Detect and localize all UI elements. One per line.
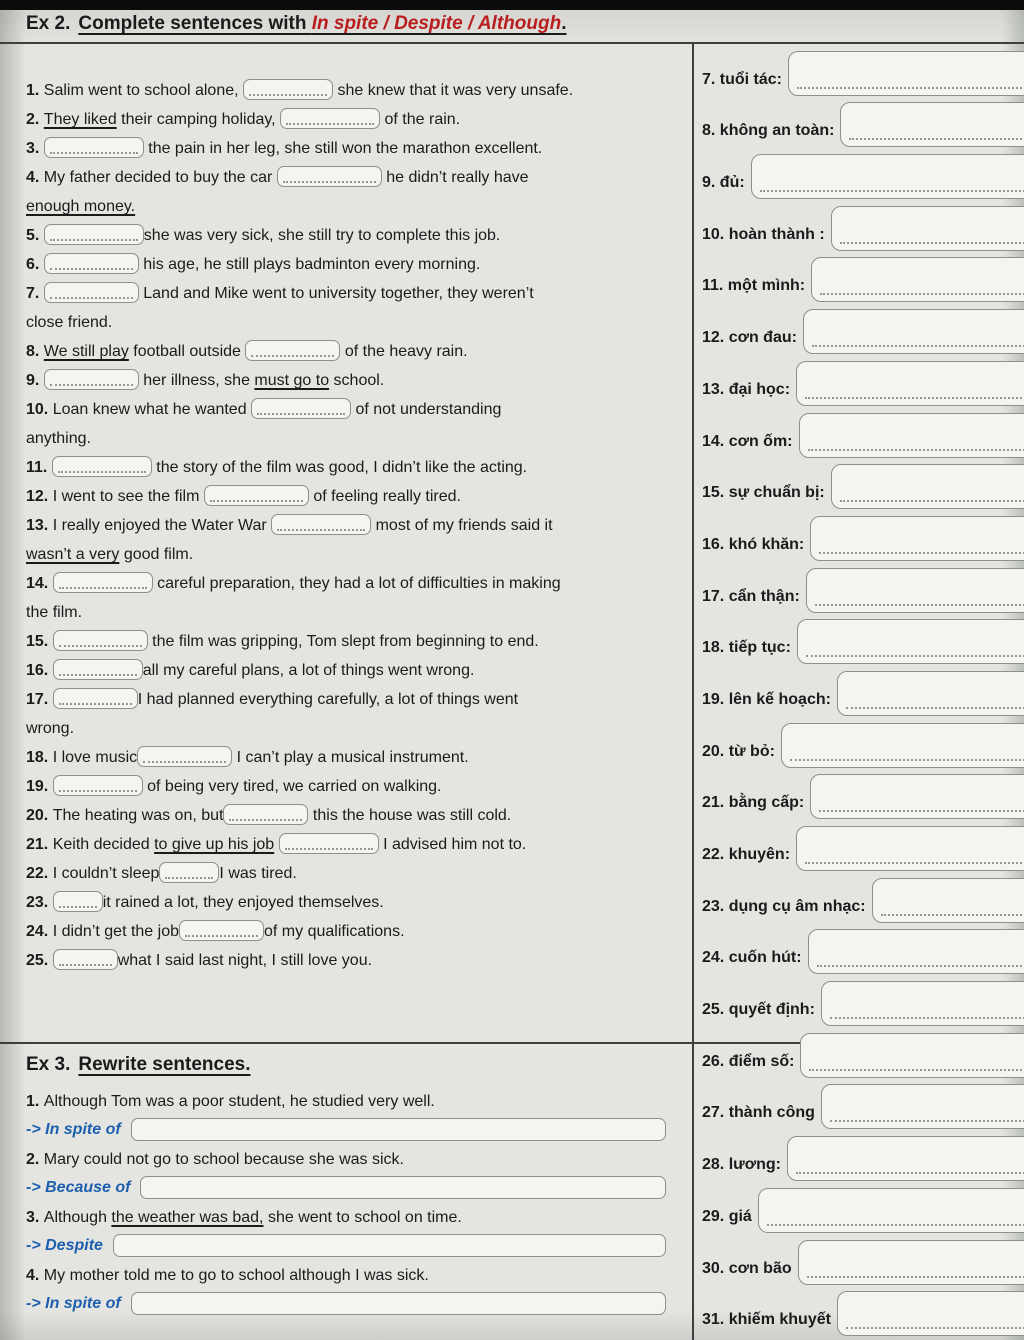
rewrite-answer-blank[interactable] xyxy=(113,1234,666,1257)
ex2-sentence xyxy=(26,772,682,801)
ex2-title-connectors: In spite / Despite / Although xyxy=(311,13,562,34)
vocab-label: 22. khuyên: xyxy=(702,846,791,863)
vocab-answer-blank[interactable] xyxy=(872,878,1024,923)
ex2-sentence xyxy=(26,366,682,395)
vocab-item xyxy=(702,664,1024,716)
vocab-answer-blank[interactable] xyxy=(799,413,1024,458)
sentence-text: the story of the film was good, I didn’t like the acting. xyxy=(151,459,528,476)
vocab-answer-blank[interactable] xyxy=(798,1240,1024,1285)
sentence-text: most of my friends said it xyxy=(371,517,553,534)
vocab-answer-blank[interactable] xyxy=(808,929,1024,974)
vocab-item xyxy=(702,509,1024,561)
vocab-label: 19. lên kế hoạch: xyxy=(702,690,831,708)
ex2-sentence xyxy=(26,395,682,453)
item-number: 22. xyxy=(26,865,53,882)
sentence-text: I can’t play a musical instrument. xyxy=(232,749,469,766)
vocab-list xyxy=(702,44,1024,1340)
vocab-label: 7. tuổi tác: xyxy=(702,70,783,88)
sentence-text: to give up his job xyxy=(154,836,275,853)
ex2-sentence xyxy=(26,569,682,627)
sentence-text: of my qualifications. xyxy=(264,923,405,940)
item-number: 1. xyxy=(26,82,44,99)
fill-in-blank[interactable] xyxy=(137,746,232,767)
item-number: 6. xyxy=(26,256,44,273)
item-number: 13. xyxy=(26,517,53,534)
vocab-item xyxy=(702,1129,1024,1181)
sentence-text: all my careful plans, a lot of things went wrong. xyxy=(142,662,475,679)
sentence-text: I was tired. xyxy=(219,865,297,882)
vocab-item xyxy=(702,871,1024,923)
sentence-text: the pain in her leg, she still won the marathon excellent. xyxy=(143,140,543,157)
ex3-list xyxy=(26,1088,682,1317)
vocab-answer-blank[interactable] xyxy=(751,154,1024,199)
sentence-text: it rained a lot, they enjoyed themselves. xyxy=(102,894,384,911)
vocab-label: 12. cơn đau: xyxy=(702,329,797,347)
fill-in-blank[interactable] xyxy=(243,79,333,100)
vocab-answer-blank[interactable] xyxy=(840,102,1024,147)
sentence-text: Loan knew what he wanted xyxy=(52,401,252,418)
sentence-text: I really enjoyed the Water War xyxy=(52,517,272,534)
vocab-item xyxy=(702,613,1024,665)
item-number: 3. xyxy=(26,1209,44,1226)
ex2-sentence xyxy=(26,917,682,946)
vocab-answer-blank[interactable] xyxy=(831,464,1024,509)
vocab-label: 8. không an toàn: xyxy=(702,122,835,140)
sentence-text: good film. xyxy=(119,546,194,563)
sentence-text: Land and Mike went to university together, they weren’t xyxy=(138,285,534,302)
vocab-answer-blank[interactable] xyxy=(800,1033,1024,1078)
ex2-title-text: Complete sentences with xyxy=(78,13,312,34)
fill-in-blank[interactable] xyxy=(44,253,139,274)
sentence-text: this the house was still cold. xyxy=(308,807,512,824)
vocab-item xyxy=(702,458,1024,510)
vocab-answer-blank[interactable] xyxy=(837,1291,1024,1336)
vocab-answer-blank[interactable] xyxy=(758,1188,1024,1233)
rewrite-answer-blank[interactable] xyxy=(131,1118,666,1141)
ex2-sentence xyxy=(26,801,682,830)
sentence-text: of the heavy rain. xyxy=(340,343,468,360)
vocab-item xyxy=(702,923,1024,975)
vocab-answer-blank[interactable] xyxy=(821,981,1024,1026)
item-number: 25. xyxy=(26,952,53,969)
vocab-label: 9. đủ: xyxy=(702,174,745,192)
item-number: 16. xyxy=(26,662,53,679)
ex2-sentence xyxy=(26,685,682,743)
item-number: 23. xyxy=(26,894,53,911)
ex2-sentence xyxy=(26,279,682,337)
item-number: 18. xyxy=(26,749,53,766)
item-number: 11. xyxy=(26,459,52,476)
vocab-label: 23. dụng cụ âm nhạc: xyxy=(702,897,866,915)
vocab-item xyxy=(702,147,1024,199)
vocab-label: 30. cơn bão xyxy=(702,1259,792,1277)
sentence-text: Although Tom was a poor student, he studied very well. xyxy=(43,1093,435,1110)
vocab-item xyxy=(702,1078,1024,1130)
sentence-text: the film was gripping, Tom slept from beginning to end. xyxy=(147,633,539,650)
ex2-sentence xyxy=(26,888,682,917)
fill-in-blank[interactable] xyxy=(204,485,309,506)
sentence-text: I went to see the film xyxy=(52,488,204,505)
vocab-label: 25. quyết định: xyxy=(702,1001,815,1019)
fill-in-blank[interactable] xyxy=(280,108,380,129)
vocab-item xyxy=(702,1233,1024,1285)
item-number: 8. xyxy=(26,343,44,360)
fill-in-blank[interactable] xyxy=(52,456,152,477)
rewrite-answer-blank[interactable] xyxy=(140,1176,666,1199)
vocab-label: 20. từ bỏ: xyxy=(702,742,775,760)
vocab-answer-blank[interactable] xyxy=(788,51,1024,96)
fill-in-blank[interactable] xyxy=(44,369,139,390)
fill-in-blank[interactable] xyxy=(53,688,138,709)
sentence-text: what I said last night, I still love you. xyxy=(117,952,373,969)
fill-in-blank[interactable] xyxy=(53,572,153,593)
rewrite-row xyxy=(26,1290,682,1317)
vocab-item xyxy=(702,96,1024,148)
ex3-item xyxy=(26,1088,682,1143)
fill-in-blank[interactable] xyxy=(53,949,118,970)
vocab-item xyxy=(702,251,1024,303)
rewrite-row xyxy=(26,1232,682,1259)
sentence-text: of feeling really tired. xyxy=(308,488,461,505)
sentence-text: her illness, she xyxy=(138,372,255,389)
vocab-answer-blank[interactable] xyxy=(803,309,1024,354)
item-number: 20. xyxy=(26,807,53,824)
sentence-text: I advised him not to. xyxy=(378,836,527,853)
vocab-answer-blank[interactable] xyxy=(811,257,1024,302)
vocab-answer-blank[interactable] xyxy=(796,361,1024,406)
item-number: 9. xyxy=(26,372,44,389)
sentence-text: of not understanding xyxy=(351,401,502,418)
sentence-text: their camping holiday, xyxy=(116,111,281,128)
vocab-answer-blank[interactable] xyxy=(810,516,1024,561)
fill-in-blank[interactable] xyxy=(245,340,340,361)
vocab-label: 14. cơn ốm: xyxy=(702,432,793,450)
vocab-label: 17. cẩn thận: xyxy=(702,587,800,605)
ex2-sentence xyxy=(26,337,682,366)
sentence-text: anything. xyxy=(26,430,91,447)
sentence-text: They liked xyxy=(43,111,117,128)
vocab-answer-blank[interactable] xyxy=(787,1136,1024,1181)
sentence-text: of the rain. xyxy=(380,111,461,128)
rewrite-prompt: -> In spite of xyxy=(26,1120,121,1138)
sentence-text xyxy=(274,836,278,853)
rewrite-prompt: -> Despite xyxy=(26,1236,103,1254)
ex2-sentence xyxy=(26,221,682,250)
vocab-answer-blank[interactable] xyxy=(797,619,1024,664)
item-number: 2. xyxy=(26,111,44,128)
vocab-item xyxy=(702,716,1024,768)
item-number: 2. xyxy=(26,1151,44,1168)
ex2-sentence xyxy=(26,76,682,105)
rewrite-prompt: -> Because of xyxy=(26,1178,131,1196)
ex2-sentence xyxy=(26,453,682,482)
ex3-sentence xyxy=(26,1262,682,1290)
vocab-item xyxy=(702,768,1024,820)
fill-in-blank[interactable] xyxy=(44,224,144,245)
fill-in-blank[interactable] xyxy=(251,398,351,419)
vocab-label: 11. một mình: xyxy=(702,277,806,295)
vocab-label: 13. đại học: xyxy=(702,380,791,398)
ex2-sentence xyxy=(26,134,682,163)
sentence-text: Salim went to school alone, xyxy=(43,82,244,99)
vocab-label: 27. thành công xyxy=(702,1104,815,1122)
fill-in-blank[interactable] xyxy=(271,514,371,535)
vocab-item xyxy=(702,1026,1024,1078)
ex2-sentence-list xyxy=(26,76,682,975)
ex3-item xyxy=(26,1204,682,1259)
ex3-section xyxy=(26,1054,682,1320)
vocab-answer-blank[interactable] xyxy=(810,774,1024,819)
vocab-answer-blank[interactable] xyxy=(831,206,1024,251)
ex2-sentence xyxy=(26,743,682,772)
item-number: 14. xyxy=(26,575,53,592)
sentence-text: My father decided to buy the car xyxy=(43,169,277,186)
ex2-header xyxy=(26,13,566,35)
sentence-text: enough money. xyxy=(26,198,136,215)
sentence-text: close friend. xyxy=(26,314,113,331)
fill-in-blank[interactable] xyxy=(44,137,144,158)
sentence-text: wasn’t a very xyxy=(26,546,120,563)
item-number: 12. xyxy=(26,488,53,505)
ex3-sentence xyxy=(26,1146,682,1174)
ex2-sentence xyxy=(26,511,682,569)
item-number: 4. xyxy=(26,1267,44,1284)
sentence-text: the film. xyxy=(26,604,83,621)
item-number: 1. xyxy=(26,1093,44,1110)
vocab-item xyxy=(702,561,1024,613)
sentence-text: Although xyxy=(43,1209,112,1226)
item-number: 7. xyxy=(26,285,44,302)
vocab-item xyxy=(702,1181,1024,1233)
vocab-answer-blank[interactable] xyxy=(796,826,1024,871)
ex3-sentence xyxy=(26,1204,682,1232)
sentence-text: she knew that it was very unsafe. xyxy=(333,82,574,99)
ex3-label: Ex 3. xyxy=(26,1054,71,1075)
fill-in-blank[interactable] xyxy=(223,804,308,825)
vocab-answer-blank[interactable] xyxy=(781,723,1024,768)
ex2-title-period: . xyxy=(561,13,567,34)
item-number: 24. xyxy=(26,923,53,940)
vocab-item xyxy=(702,1285,1024,1337)
fill-in-blank[interactable] xyxy=(279,833,379,854)
sentence-text: the weather was bad, xyxy=(111,1209,264,1226)
ex2-sentence xyxy=(26,656,682,685)
fill-in-blank[interactable] xyxy=(53,659,143,680)
item-number: 4. xyxy=(26,169,44,186)
ex2-sentence xyxy=(26,946,682,975)
fill-in-blank[interactable] xyxy=(53,630,148,651)
sentence-text: Mary could not go to school because she was sick. xyxy=(43,1151,404,1168)
item-number: 3. xyxy=(26,140,44,157)
vocab-label: 29. giá xyxy=(702,1207,752,1225)
vocab-item xyxy=(702,974,1024,1026)
vocab-answer-blank[interactable] xyxy=(821,1084,1024,1129)
vocab-answer-blank[interactable] xyxy=(837,671,1024,716)
ex2-label: Ex 2. xyxy=(26,13,71,34)
ex2-sentence xyxy=(26,830,682,859)
ex2-sentence xyxy=(26,859,682,888)
sentence-text: careful preparation, they had a lot of difficulties in making xyxy=(152,575,561,592)
vocab-item xyxy=(702,44,1024,96)
vocab-label: 15. sự chuẩn bị: xyxy=(702,484,825,502)
vocab-answer-blank[interactable] xyxy=(806,568,1024,613)
vocab-label: 26. điểm số: xyxy=(702,1052,795,1070)
sentence-text: of being very tired, we carried on walking. xyxy=(142,778,442,795)
divider-vertical xyxy=(692,42,694,1340)
ex3-item xyxy=(26,1262,682,1317)
sentence-text: I love music xyxy=(52,749,138,766)
fill-in-blank[interactable] xyxy=(179,920,264,941)
rewrite-row xyxy=(26,1174,682,1201)
sentence-text: wrong. xyxy=(26,720,75,737)
ex2-sentence xyxy=(26,105,682,134)
vocab-item xyxy=(702,199,1024,251)
vocab-label: 21. bằng cấp: xyxy=(702,794,805,812)
vocab-label: 24. cuốn hút: xyxy=(702,949,802,967)
vocab-item xyxy=(702,354,1024,406)
sentence-text: he didn’t really have xyxy=(381,169,529,186)
rewrite-answer-blank[interactable] xyxy=(131,1292,666,1315)
rewrite-prompt: -> In spite of xyxy=(26,1294,121,1312)
ex3-sentence xyxy=(26,1088,682,1116)
sentence-text: must go to xyxy=(254,372,330,389)
rewrite-row xyxy=(26,1116,682,1143)
fill-in-blank[interactable] xyxy=(53,891,103,912)
sentence-text: football outside xyxy=(128,343,246,360)
item-number: 15. xyxy=(26,633,53,650)
fill-in-blank[interactable] xyxy=(277,166,382,187)
ex3-item xyxy=(26,1146,682,1201)
sentence-text: Keith decided xyxy=(52,836,155,853)
item-number: 17. xyxy=(26,691,53,708)
vocab-item xyxy=(702,302,1024,354)
sentence-text: I didn’t get the job xyxy=(52,923,179,940)
sentence-text: The heating was on, but xyxy=(52,807,224,824)
vocab-item xyxy=(702,819,1024,871)
ex2-sentence xyxy=(26,250,682,279)
sentence-text: I had planned everything carefully, a lot of things went xyxy=(137,691,519,708)
ex2-sentence xyxy=(26,627,682,656)
ex2-sentence xyxy=(26,482,682,511)
fill-in-blank[interactable] xyxy=(53,775,143,796)
sentence-text: his age, he still plays badminton every morning. xyxy=(138,256,481,273)
vocab-label: 16. khó khăn: xyxy=(702,535,805,553)
item-number: 21. xyxy=(26,836,53,853)
sentence-text: My mother told me to go to school although I was sick. xyxy=(43,1267,429,1284)
fill-in-blank[interactable] xyxy=(159,862,219,883)
sentence-text: she went to school on time. xyxy=(263,1209,462,1226)
ex3-header xyxy=(26,1054,682,1076)
ex3-title: Rewrite sentences. xyxy=(78,1054,251,1075)
item-number: 5. xyxy=(26,227,44,244)
fill-in-blank[interactable] xyxy=(44,282,139,303)
item-number: 10. xyxy=(26,401,53,418)
sentence-text: I couldn’t sleep xyxy=(52,865,160,882)
photo-top-edge xyxy=(0,0,1024,10)
vocab-item xyxy=(702,406,1024,458)
sentence-text: school. xyxy=(329,372,385,389)
item-number: 19. xyxy=(26,778,53,795)
sentence-text: We still play xyxy=(43,343,129,360)
vocab-label: 28. lương: xyxy=(702,1156,781,1174)
vocab-label: 18. tiếp tục: xyxy=(702,639,791,657)
vocab-label: 31. khiếm khuyết xyxy=(702,1311,831,1329)
ex2-sentence xyxy=(26,163,682,221)
sentence-text: she was very sick, she still try to complete this job. xyxy=(143,227,501,244)
vocab-label: 10. hoàn thành : xyxy=(702,225,825,243)
